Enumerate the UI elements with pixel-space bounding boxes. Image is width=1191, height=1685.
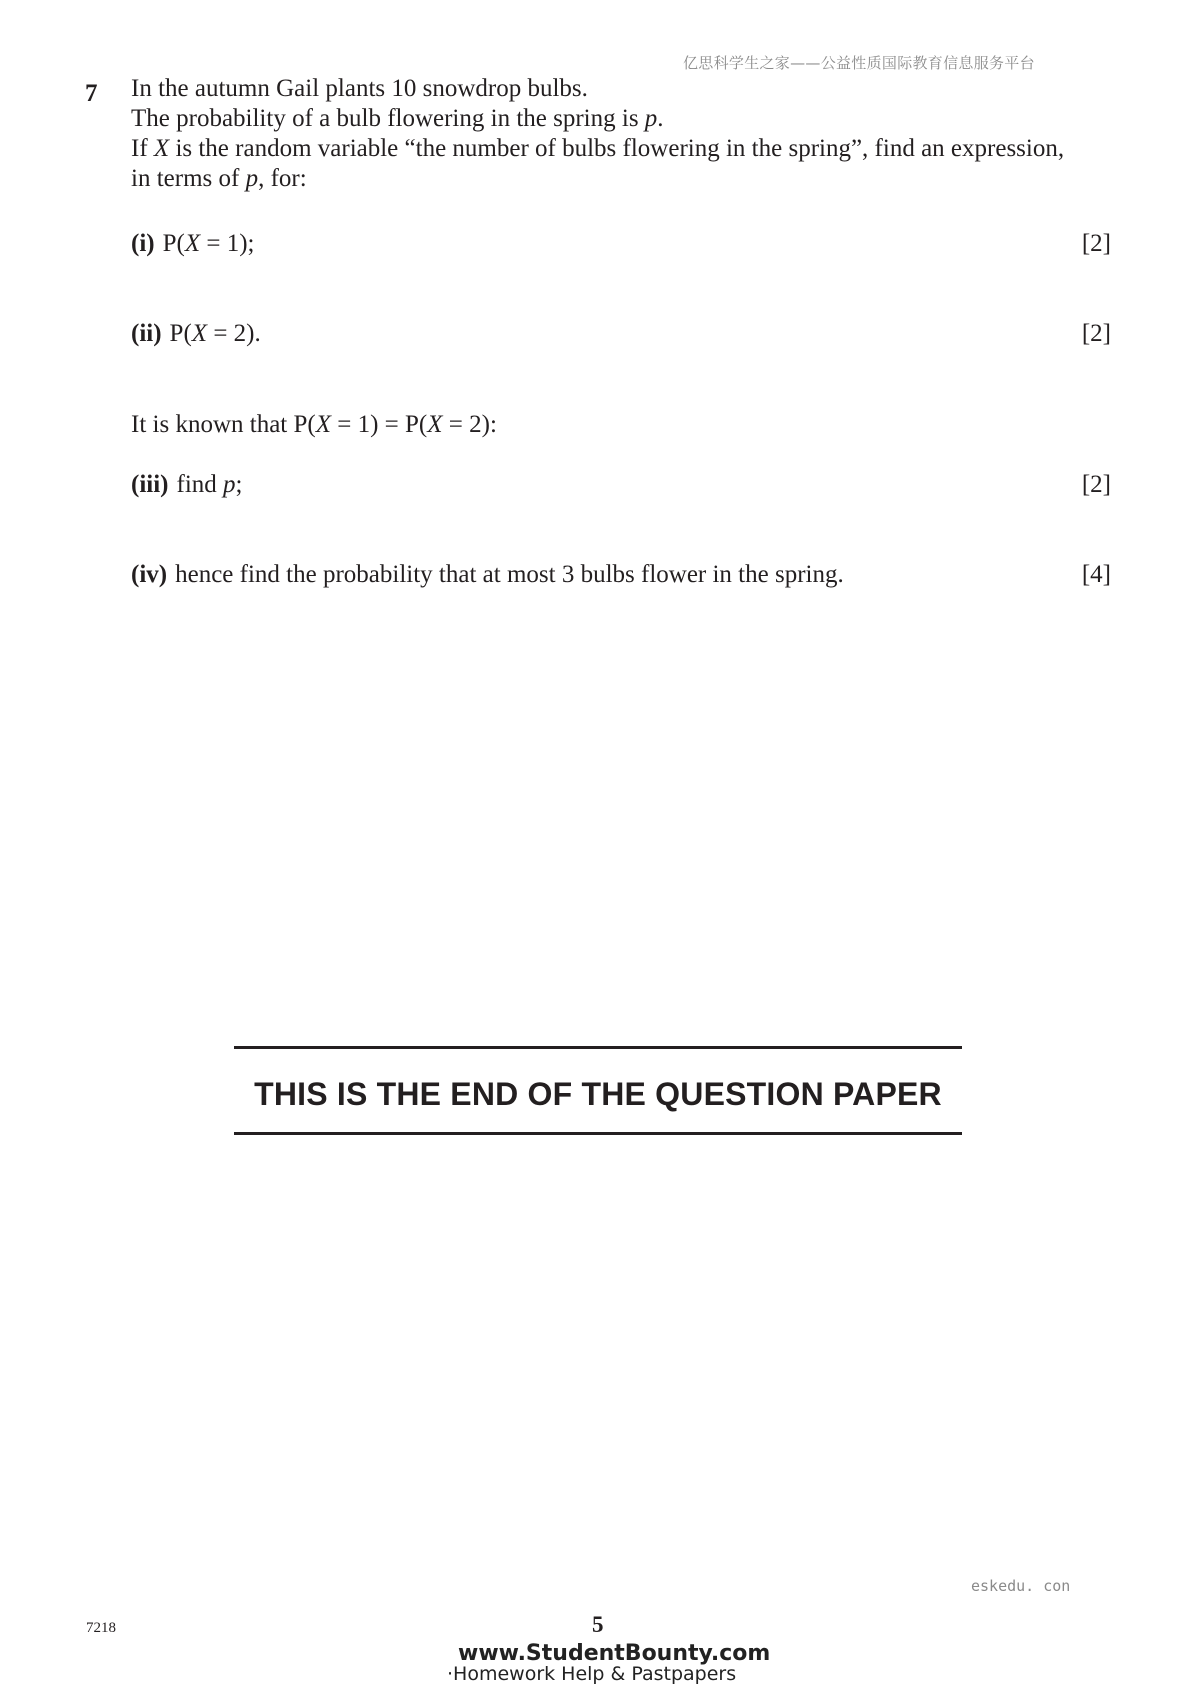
question-stem-line-4 <box>131 164 307 194</box>
part-text: = 2). <box>207 320 261 347</box>
question-stem-line-2 <box>131 104 664 134</box>
part-label: (i) <box>131 230 155 257</box>
part-text: = 1); <box>200 230 255 257</box>
stem-text: in terms of <box>131 165 246 192</box>
page-number: 5 <box>592 1612 604 1637</box>
part-i <box>131 230 255 258</box>
studentbounty-url[interactable]: www.StudentBounty.com <box>458 1641 771 1666</box>
part-label: (iv) <box>131 561 168 588</box>
variable-x: X <box>153 135 170 162</box>
question-stem-line-3 <box>131 134 1064 164</box>
condition-text: = 1) = P( <box>331 411 428 438</box>
part-text: find <box>176 471 224 498</box>
part-text: ; <box>235 471 243 498</box>
variable-x: X <box>427 411 443 438</box>
condition-text: = 2): <box>442 411 497 438</box>
end-rule-top <box>234 1046 962 1049</box>
question-number: 7 <box>85 80 98 107</box>
marks-part-iii: [2] <box>1081 471 1111 498</box>
marks-part-iv: [4] <box>1081 561 1111 588</box>
part-ii <box>131 320 261 348</box>
studentbounty-tagline: ·Homework Help & Pastpapers <box>447 1663 737 1685</box>
variable-x: X <box>315 411 331 438</box>
part-text: hence find the probability that at most 3 bulbs flower in the spring. <box>175 561 844 588</box>
stem-text: The probability of a bulb flowering in the spring is <box>131 105 645 132</box>
stem-text: is the random variable “the number of bulbs flowering in the spring”, find an expression, <box>169 135 1065 162</box>
variable-p: p <box>223 471 236 498</box>
condition-text: It is known that P( <box>131 411 316 438</box>
part-label: (ii) <box>131 320 162 347</box>
end-rule-bottom <box>234 1132 962 1135</box>
variable-x: X <box>184 230 201 257</box>
stem-text: , for: <box>258 165 307 192</box>
marks-part-ii: [2] <box>1081 320 1111 347</box>
variable-p: p <box>644 105 658 132</box>
part-iv <box>131 561 844 589</box>
stem-text: . <box>657 105 664 132</box>
part-label: (iii) <box>131 471 169 498</box>
end-of-paper-text: THIS IS THE END OF THE QUESTION PAPER <box>254 1076 942 1112</box>
part-text: P( <box>162 230 185 257</box>
stem-text: If <box>131 135 154 162</box>
part-iii <box>131 471 242 499</box>
condition-statement <box>131 411 497 439</box>
paper-code: 7218 <box>86 1620 116 1636</box>
watermark-header: 亿思科学生之家——公益性质国际教育信息服务平台 <box>683 54 1035 72</box>
part-text: P( <box>169 320 192 347</box>
watermark-footer: eskedu. con <box>971 1577 1071 1595</box>
marks-part-i: [2] <box>1081 230 1111 257</box>
question-stem-line-1: In the autumn Gail plants 10 snowdrop bulbs. <box>131 75 588 102</box>
variable-x: X <box>191 320 208 347</box>
variable-p: p <box>245 165 259 192</box>
